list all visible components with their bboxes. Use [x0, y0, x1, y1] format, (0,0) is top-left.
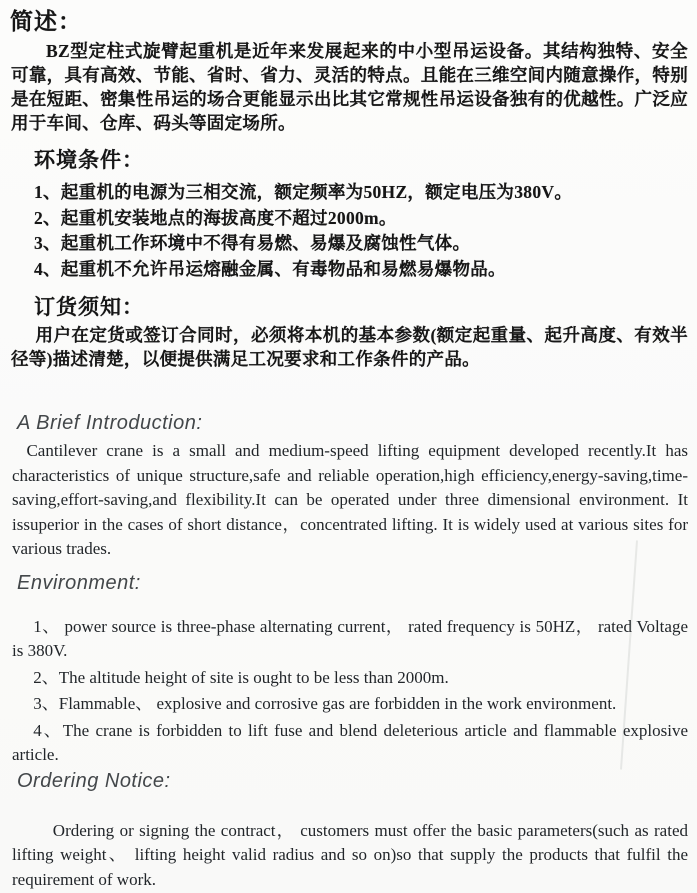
en-environment-list	[0, 615, 697, 768]
en-environment-item-3: 3、Flammable、 explosive and corrosive gas are forbidden in the work environment.	[33, 694, 617, 713]
en-intro-heading: A Brief Introduction:	[17, 412, 203, 434]
cn-brief-heading: 简述：	[10, 9, 82, 34]
en-environment-item-2: 2、The altitude height of site is ought to be less than 2000m.	[33, 667, 449, 687]
en-intro-paragraph: Cantilever crane is a small and medium-speed lifting equipment developed recently.It has characteristics of unique structure,safe and reliable operation,high efficiency,energy-saving,time-saving,effort-saving,and flexibility.It can be operated under three dimensional environment. It issuperior in the cases of short distance，concentrated lifting. It is widely used at various sites for various trades.	[12, 441, 688, 558]
cn-ordering-heading: 订货须知：	[34, 295, 144, 319]
en-environment-item-4: 4、The crane is forbidden to lift fuse and blend deleterious article and flammable explosive article.	[12, 720, 688, 764]
en-ordering-paragraph: Ordering or signing the contract， customers must offer the basic parameters(such as rated lifting weight、 lifting height valid radius and so on)so that supply the products that fulfil the requirement of work.	[12, 820, 688, 889]
cn-environment-item-1: 1、起重机的电源为三相交流，额定频率为50HZ，额定电压为380V。	[34, 182, 573, 202]
cn-environment-item-4: 4、起重机不允许吊运熔融金属、有毒物品和易燃易爆物品。	[34, 258, 506, 279]
en-ordering-heading: Ordering Notice:	[17, 769, 171, 792]
cn-brief-paragraph: BZ型定柱式旋臂起重机是近年来发展起来的中小型吊运设备。其结构独特、安全可靠，具有高效、节能、省时、省力、灵活的特点。且能在三维空间内随意操作，特别是在短距、密集性吊运的场合更能显示出比其它常规性吊运设备独有的优越性。广泛应用于车间、仓库、码头等固定场所。	[11, 41, 688, 133]
cn-environment-item-2: 2、起重机安装地点的海拔高度不超过2000m。	[34, 207, 397, 228]
cn-environment-heading: 环境条件：	[34, 148, 144, 172]
cn-environment-item-3: 3、起重机工作环境中不得有易燃、易爆及腐蚀性气体。	[34, 233, 471, 253]
en-environment-item-1: 1、 power source is three-phase alternating current， rated frequency is 50HZ， rated Voltage is 380V.	[12, 616, 688, 660]
cn-ordering-paragraph: 用户在定货或签订合同时，必须将本机的基本参数(额定起重量、起升高度、有效半径等)描述清楚，以便提供满足工况要求和工作条件的产品。	[11, 325, 688, 369]
cn-environment-list	[0, 180, 697, 282]
en-environment-heading: Environment:	[17, 571, 141, 594]
